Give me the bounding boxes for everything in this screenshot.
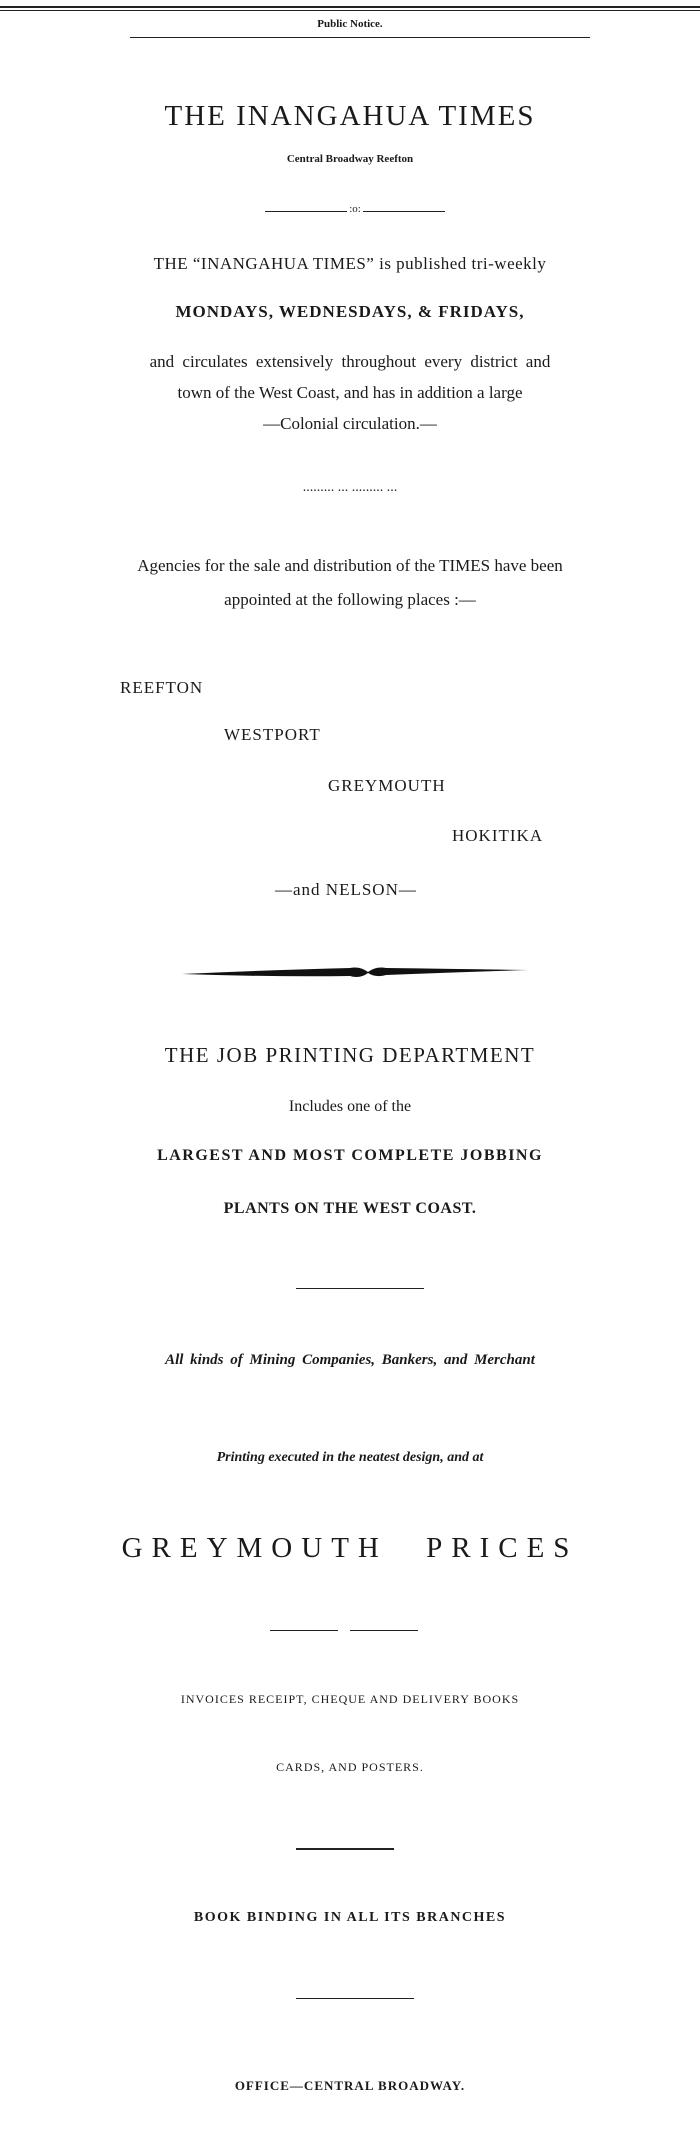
intro-line-4: town of the West Coast, and has in addition a large: [177, 383, 523, 402]
header-rule: [130, 37, 590, 38]
book-binding: BOOK BINDING IN ALL ITS BRANCHES: [193, 1910, 507, 1925]
agencies-line-1: Agencies for the sale and distribution of the TIMES have been: [137, 556, 563, 575]
intro-days: MONDAYS, WEDNESDAYS, & FRIDAYS,: [175, 302, 525, 321]
agency-greymouth: GREYMOUTH: [328, 776, 446, 795]
public-notice-label: Public Notice.: [317, 18, 383, 30]
books-line-2: CARDS, AND POSTERS.: [276, 1760, 424, 1774]
job-printing-title: THE JOB PRINTING DEPARTMENT: [164, 1043, 536, 1067]
agency-nelson: —and NELSON—: [275, 880, 417, 899]
agency-westport: WESTPORT: [224, 725, 321, 744]
top-border-thick: [0, 6, 700, 8]
mining-line-1: All kinds of Mining Companies, Bankers, and Merchant: [165, 1352, 535, 1368]
intro-line-3: and circulates extensively throughout every district and: [149, 352, 551, 371]
section-rule-2a: [270, 1630, 338, 1631]
greymouth-prices: GREYMOUTH PRICES: [121, 1532, 579, 1564]
section-rule-4: [296, 1998, 414, 1999]
intro-line-1: THE “INANGAHUA TIMES” is published tri-weekly: [153, 254, 547, 273]
books-line-1: INVOICES RECEIPT, CHEQUE AND DELIVERY BOOKS: [180, 1692, 520, 1706]
job-printing-line-2: LARGEST AND MOST COMPLETE JOBBING: [157, 1147, 543, 1164]
agency-hokitika: HOKITIKA: [452, 826, 544, 845]
top-border-thin: [0, 10, 700, 11]
section-rule-1: [296, 1288, 424, 1289]
intro-dots: ......... ... ......... ...: [302, 480, 398, 495]
agencies-line-2: appointed at the following places :—: [224, 590, 476, 609]
section-rule-2b: [350, 1630, 418, 1631]
agency-reefton: REEFTON: [120, 678, 204, 697]
section-rule-3: [296, 1848, 394, 1850]
mining-line-2: Printing executed in the neatest design, and at: [216, 1450, 484, 1465]
job-printing-line-1: Includes one of the: [288, 1098, 412, 1115]
masthead-divider: [265, 204, 445, 218]
job-printing-line-3: PLANTS ON THE WEST COAST.: [223, 1200, 477, 1217]
divider-mark: :o:: [349, 203, 361, 215]
ornamental-rule: [180, 960, 530, 984]
intro-line-5: —Colonial circulation.—: [263, 414, 437, 433]
masthead-address: Central Broadway Reefton: [286, 153, 414, 165]
office-address: OFFICE—CENTRAL BROADWAY.: [234, 2078, 466, 2093]
masthead-title: THE INANGAHUA TIMES: [164, 100, 536, 132]
